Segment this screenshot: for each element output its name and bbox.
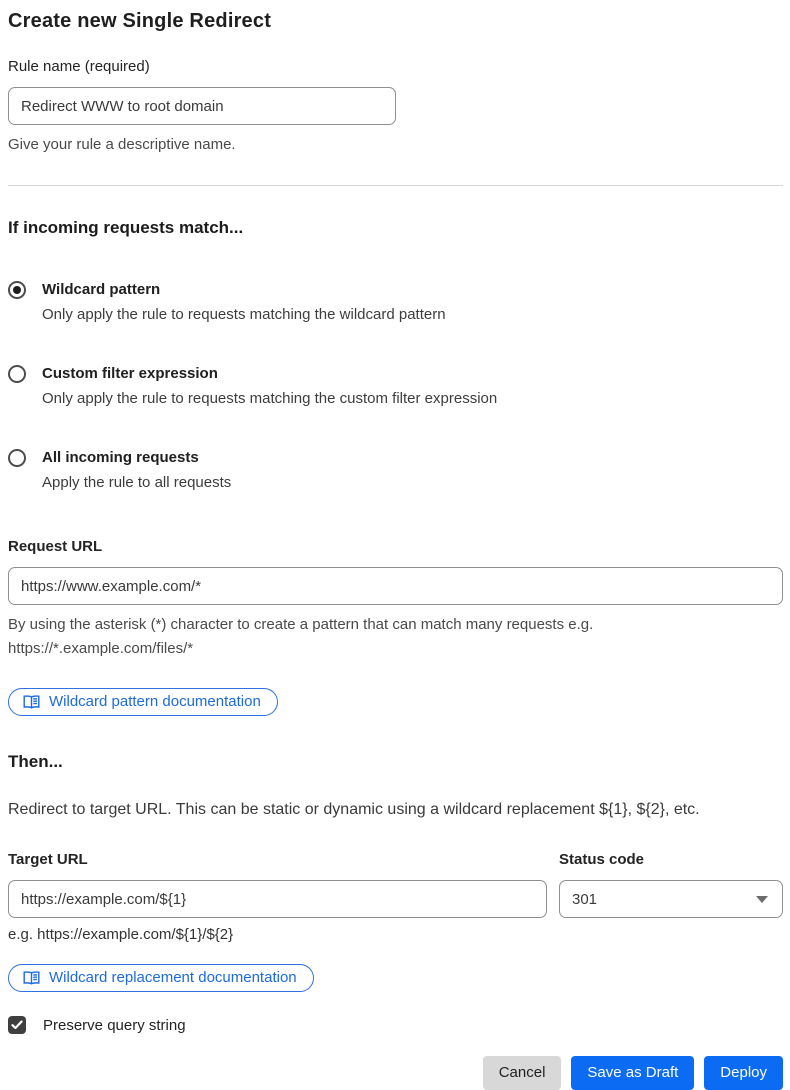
preserve-query-label: Preserve query string [43,1017,186,1034]
radio-option-custom-filter-expression[interactable] [8,364,783,409]
request-url-helper [8,613,783,661]
radio-option-label: Custom filter expression [42,364,783,384]
section-divider [8,185,783,186]
request-url-helper-line1: By using the asterisk (*) character to create a pattern that can match many requests e.g. [8,613,783,637]
target-status-row [8,850,783,943]
radio-button[interactable] [8,281,26,299]
request-url-input[interactable] [8,567,783,605]
radio-option-wildcard-pattern[interactable] [8,280,783,325]
preserve-query-row[interactable] [8,1016,783,1034]
radio-button[interactable] [8,449,26,467]
then-section-heading: Then... [8,752,783,772]
radio-option-description: Apply the rule to all requests [42,472,783,493]
radio-option-description: Only apply the rule to requests matching the custom filter expression [42,388,783,409]
rule-name-input[interactable] [8,87,396,125]
request-url-field [8,537,783,661]
status-code-field [559,850,783,943]
radio-button[interactable] [8,365,26,383]
request-url-label: Request URL [8,537,783,557]
target-url-label: Target URL [8,850,547,870]
footer-actions [8,1056,783,1090]
target-url-input[interactable] [8,880,547,918]
preserve-query-checkbox[interactable] [8,1016,26,1034]
radio-option-all-incoming-requests[interactable] [8,448,783,493]
caret-down-icon [756,896,768,903]
wildcard-replacement-docs-label: Wildcard replacement documentation [49,969,297,986]
deploy-button[interactable]: Deploy [704,1056,783,1090]
open-book-icon [23,695,40,709]
save-as-draft-button[interactable]: Save as Draft [571,1056,694,1090]
target-url-field [8,850,547,943]
wildcard-pattern-docs-button[interactable] [8,688,278,716]
status-code-label: Status code [559,850,783,870]
open-book-icon [23,971,40,985]
rule-name-helper: Give your rule a descriptive name. [8,133,783,157]
wildcard-replacement-docs-button[interactable] [8,964,314,992]
status-code-value: 301 [572,891,597,908]
rule-name-field [8,57,783,157]
status-code-select[interactable] [559,880,783,918]
wildcard-pattern-docs-label: Wildcard pattern documentation [49,693,261,710]
match-section-heading: If incoming requests match... [8,218,783,238]
request-url-helper-line2: https://*.example.com/files/* [8,637,783,661]
cancel-button[interactable]: Cancel [483,1056,562,1090]
radio-option-label: Wildcard pattern [42,280,783,300]
match-type-radio-group [8,280,783,493]
rule-name-label: Rule name (required) [8,57,783,77]
page-title: Create new Single Redirect [8,8,783,34]
then-section-description: Redirect to target URL. This can be static or dynamic using a wildcard replacement ${1}, ${2}, etc. [8,799,783,821]
radio-option-description: Only apply the rule to requests matching the wildcard pattern [42,304,783,325]
radio-option-label: All incoming requests [42,448,783,468]
checkmark-icon [11,1020,23,1030]
target-url-helper: e.g. https://example.com/${1}/${2} [8,926,547,943]
